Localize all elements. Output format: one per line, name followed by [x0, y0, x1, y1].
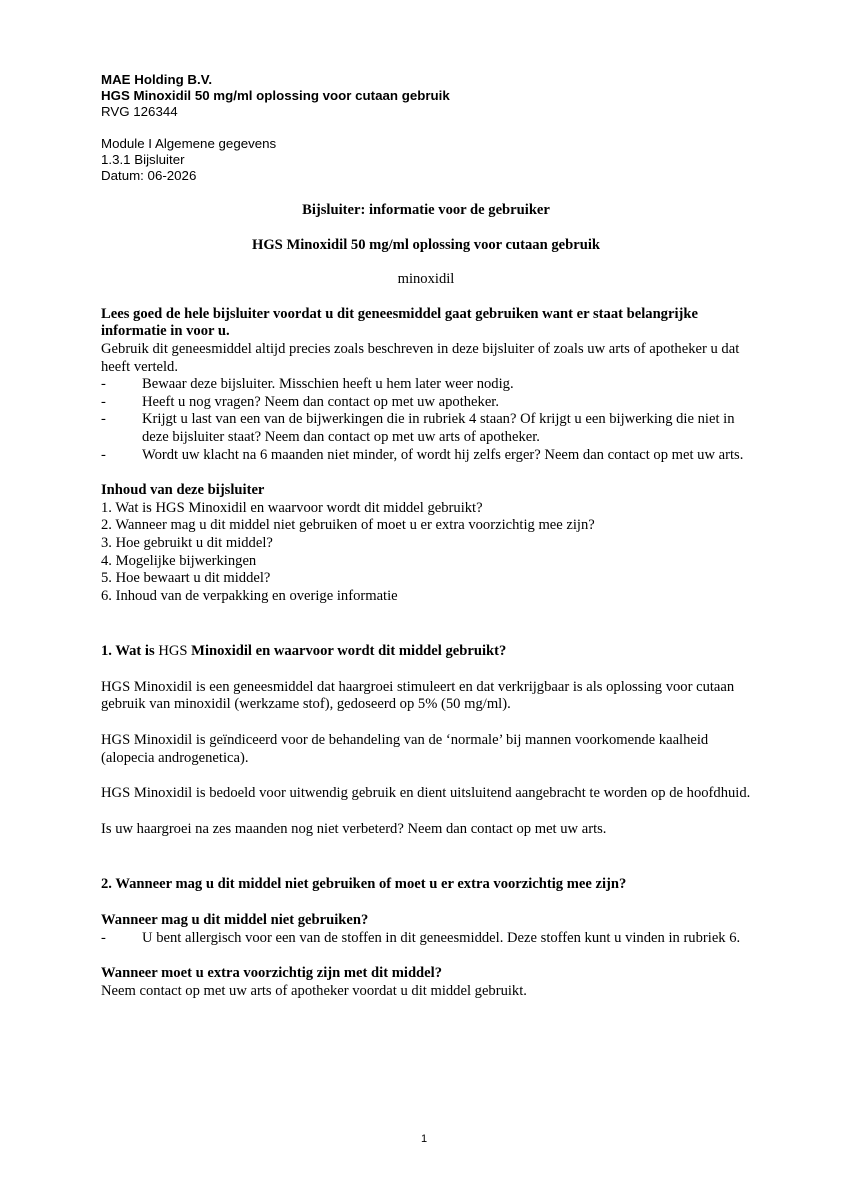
section2-subheading: Wanneer moet u extra voorzichtig zijn met dit middel?: [101, 965, 443, 982]
toc-item: 5. Hoe bewaart u dit middel?: [101, 570, 271, 587]
module-label: Module I Algemene gegevens: [101, 136, 277, 151]
list-item: - Wordt uw klacht na 6 maanden niet minder, of wordt hij zelfs erger? Neem dan contact op met uw arts.: [101, 446, 744, 463]
document-header: [101, 72, 751, 184]
page-number: 1: [420, 1133, 428, 1145]
toc-item: 2. Wanneer mag u dit middel niet gebruiken of moet u er extra voorzichtig mee zijn?: [101, 517, 595, 534]
section1-paragraph: HGS Minoxidil is geïndiceerd voor de behandeling van de ‘normale’ bij mannen voorkomende kaalheid (alopecia androgenetica).: [101, 732, 709, 766]
list-item: - Krijgt u last van een van de bijwerkingen die in rubriek 4 staan? Of krijgt u een bijwerking die niet in deze bijsluiter staat? Neem dan contact op met uw arts of apotheker.: [101, 411, 735, 445]
leaflet-title: Bijsluiter: informatie voor de gebruiker: [302, 202, 550, 218]
section1-paragraph: HGS Minoxidil is een geneesmiddel dat haargroei stimuleert en dat verkrijgbaar is als oplossing voor cutaan gebruik van minoxidil (werkzame stof), gedoseerd op 5% (50 mg/ml).: [101, 678, 735, 713]
toc-heading: Inhoud van deze bijsluiter: [101, 482, 265, 499]
date-label: Datum: 06-2026: [101, 168, 197, 183]
rvg-number: RVG 126344: [101, 104, 178, 119]
intro-list: [101, 376, 751, 464]
intro-warning: Lees goed de hele bijsluiter voordat u dit geneesmiddel gaat gebruiken want er staat belangrijke informatie in voor u.: [101, 305, 698, 340]
section-label: 1.3.1 Bijsluiter: [101, 152, 185, 167]
toc-item: 4. Mogelijke bijwerkingen: [101, 552, 257, 569]
product-name-header: HGS Minoxidil 50 mg/ml oplossing voor cutaan gebruik: [101, 88, 450, 103]
list-item: - Heeft u nog vragen? Neem dan contact op met uw apotheker.: [101, 393, 500, 410]
toc-item: 6. Inhoud van de verpakking en overige informatie: [101, 587, 398, 604]
toc-item: 1. Wat is HGS Minoxidil en waarvoor wordt dit middel gebruikt?: [101, 499, 483, 516]
section2-subheading: Wanneer mag u dit middel niet gebruiken?: [101, 912, 369, 929]
active-substance: minoxidil: [397, 271, 455, 288]
list-item: - U bent allergisch voor een van de stoffen in dit geneesmiddel. Deze stoffen kunt u vinden in rubriek 6.: [101, 929, 741, 946]
intro-text: Gebruik dit geneesmiddel altijd precies zoals beschreven in deze bijsluiter of zoals uw arts of apotheker u dat heeft verteld.: [101, 340, 740, 375]
toc-item: 3. Hoe gebruikt u dit middel?: [101, 534, 273, 551]
company-name: MAE Holding B.V.: [101, 72, 213, 87]
section1-paragraph: HGS Minoxidil is bedoeld voor uitwendig gebruik en dient uitsluitend aangebracht te worden op de hoofdhuid.: [101, 785, 751, 802]
section1-paragraph: Is uw haargroei na zes maanden nog niet verbeterd? Neem dan contact op met uw arts.: [101, 820, 607, 837]
section2-heading: 2. Wanneer mag u dit middel niet gebruiken of moet u er extra voorzichtig mee zijn?: [101, 876, 627, 893]
section1-heading: 1. Wat is HGS Minoxidil en waarvoor wordt dit middel gebruikt?: [101, 643, 507, 660]
toc-list: [101, 500, 751, 606]
section2-list: [101, 930, 751, 948]
list-item: - Bewaar deze bijsluiter. Misschien heeft u hem later weer nodig.: [101, 376, 514, 393]
leaflet-product-title: HGS Minoxidil 50 mg/ml oplossing voor cutaan gebruik: [251, 236, 600, 253]
leaflet-page: [101, 72, 751, 1000]
section2-paragraph: Neem contact op met uw arts of apotheker voordat u dit middel gebruikt.: [101, 982, 527, 999]
